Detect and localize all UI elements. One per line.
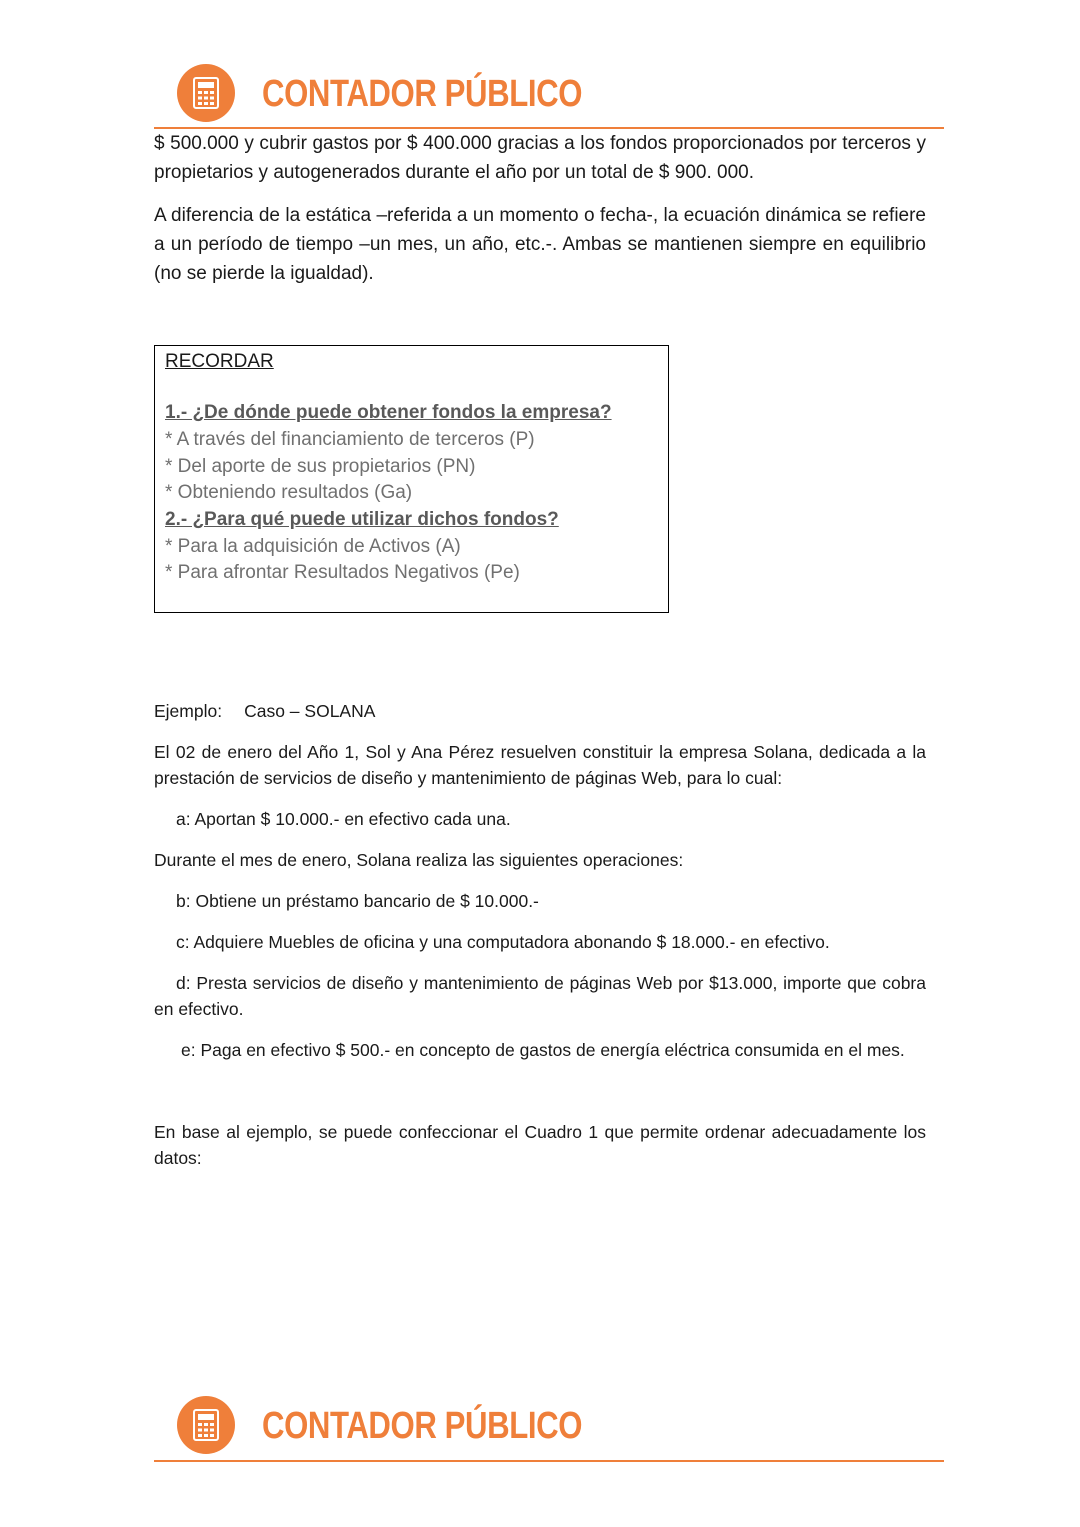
recordar-title: RECORDAR (165, 351, 274, 372)
case-operations-intro: Durante el mes de enero, Solana realiza las siguientes operaciones: (154, 850, 684, 870)
recordar-question-1: 1.- ¿De dónde puede obtener fondos la empresa? (165, 402, 612, 423)
example-heading (154, 698, 926, 724)
case-intro-paragraph: El 02 de enero del Año 1, Sol y Ana Pérez resuelven constituir la empresa Solana, dedicada a la prestación de servicios de diseño y mantenimiento de páginas Web, para lo cual: (154, 742, 926, 788)
case-item-a: a: Aportan $ 10.000.- en efectivo cada una. (176, 809, 511, 829)
recordar-list-item: * Para afrontar Resultados Negativos (Pe) (165, 562, 520, 583)
calculator-icon (177, 1396, 235, 1454)
dynamic-equation-paragraph: A diferencia de la estática –referida a un momento o fecha-, la ecuación dinámica se refiere a un período de tiempo –un mes, un año, etc.-. Ambas se mantienen siempre en equilibrio (no se pierde la igualdad). (154, 205, 926, 284)
recordar-list-item: * Para la adquisición de Activos (A) (165, 536, 461, 557)
recordar-list-item: * A través del financiamiento de terceros (P) (165, 429, 535, 450)
case-item-b: b: Obtiene un préstamo bancario de $ 10.000.- (176, 891, 539, 911)
cuadro-intro-paragraph: En base al ejemplo, se puede confeccionar el Cuadro 1 que permite ordenar adecuadamente los datos: (154, 1122, 926, 1168)
page-header (0, 50, 1080, 140)
case-item-e: e: Paga en efectivo $ 500.- en concepto de gastos de energía eléctrica consumida en el mes. (181, 1040, 905, 1060)
recordar-question-2: 2.- ¿Para qué puede utilizar dichos fondos? (165, 509, 559, 530)
case-item-d: d: Presta servicios de diseño y mantenimiento de páginas Web por $13.000, importe que cobra en efectivo. (154, 973, 926, 1019)
case-item-c: c: Adquiere Muebles de oficina y una computadora abonando $ 18.000.- en efectivo. (176, 932, 830, 952)
example-case-name: Caso – SOLANA (244, 701, 376, 721)
brand-title: CONTADOR PÚBLICO (262, 1405, 583, 1447)
example-label: Ejemplo: (154, 701, 223, 721)
footer-divider (154, 1460, 944, 1462)
calculator-icon (177, 64, 235, 122)
intro-paragraph: $ 500.000 y cubrir gastos por $ 400.000 gracias a los fondos proporcionados por terceros y propietarios y autogenerados durante el año por un total de $ 900. 000. (154, 133, 926, 183)
page-footer (0, 1382, 1080, 1472)
recordar-list-item: * Del aporte de sus propietarios (PN) (165, 456, 476, 477)
recordar-list-item: * Obteniendo resultados (Ga) (165, 482, 413, 503)
brand-title: CONTADOR PÚBLICO (262, 73, 583, 115)
recordar-box (154, 345, 669, 613)
